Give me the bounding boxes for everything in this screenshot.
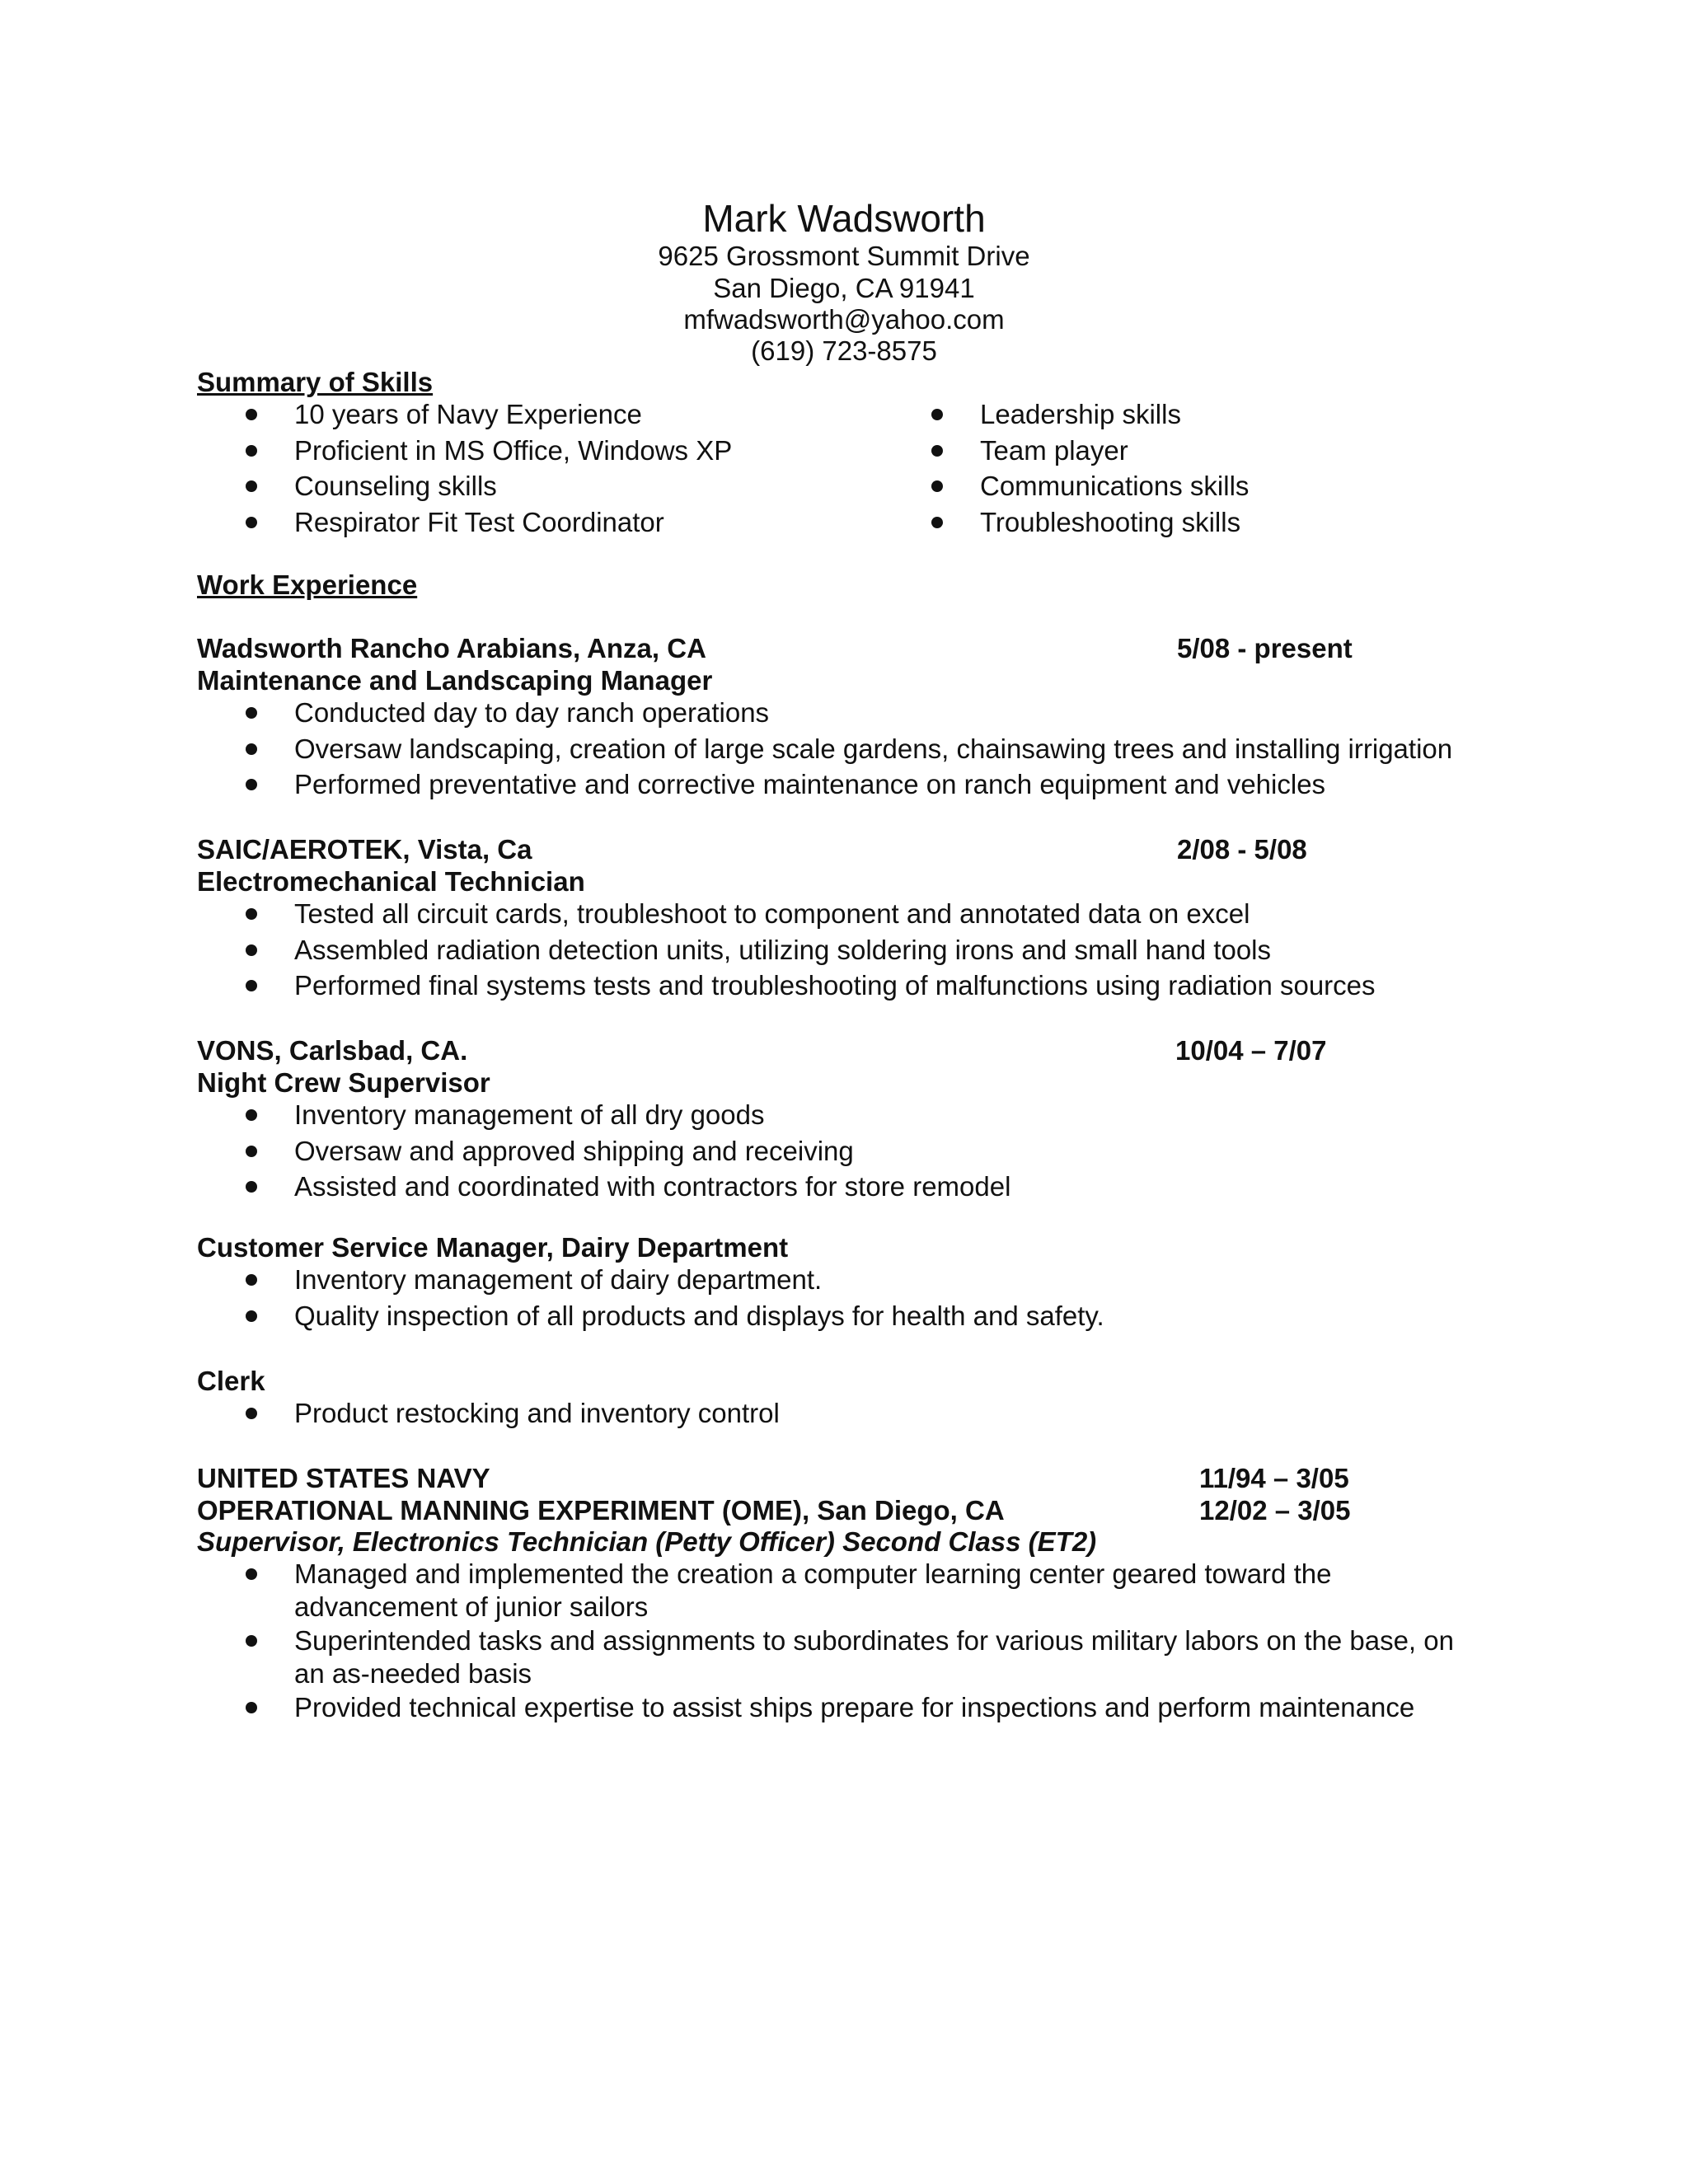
bullet-icon: [246, 1568, 257, 1580]
navy-bullet: Superintended tasks and assignments to subordinates for various military labors on the base, on: [294, 1625, 1454, 1656]
job-bullet: Inventory management of dairy department.: [294, 1264, 823, 1295]
bullet-icon: [246, 409, 257, 420]
bullet-icon: [931, 445, 943, 457]
phone-number: (619) 723-8575: [751, 335, 937, 366]
job-title: Night Crew Supervisor: [197, 1067, 490, 1098]
bullet-icon: [246, 517, 257, 528]
job-title: Maintenance and Landscaping Manager: [197, 665, 713, 696]
bullet-icon: [246, 1181, 257, 1193]
job-bullet: Quality inspection of all products and displays for health and safety.: [294, 1301, 1104, 1331]
navy-bullet: Provided technical expertise to assist ships prepare for inspections and perform maintenance: [294, 1692, 1415, 1722]
skill-item: Team player: [980, 435, 1128, 466]
skill-item: Proficient in MS Office, Windows XP: [294, 435, 733, 466]
bullet-icon: [931, 480, 943, 492]
job-bullet: Performed final systems tests and troubleshooting of malfunctions using radiation sources: [294, 970, 1376, 1001]
navy-unit-dates: 12/02 – 3/05: [1199, 1495, 1351, 1526]
skill-item: 10 years of Navy Experience: [294, 399, 642, 429]
bullet-icon: [931, 409, 943, 420]
bullet-icon: [246, 908, 257, 920]
bullet-icon: [246, 1310, 257, 1322]
bullet-icon: [246, 445, 257, 457]
job-title: Electromechanical Technician: [197, 866, 585, 897]
job-bullet: Product restocking and inventory control: [294, 1398, 780, 1428]
bullet-icon: [246, 480, 257, 492]
navy-bullet-continued: an as-needed basis: [294, 1658, 532, 1689]
work-heading: Work Experience: [197, 569, 418, 600]
navy-unit: OPERATIONAL MANNING EXPERIMENT (OME), San Diego, CA: [197, 1495, 1005, 1526]
candidate-name: Mark Wadsworth: [702, 197, 986, 240]
skill-item: Leadership skills: [980, 399, 1181, 429]
bullet-icon: [246, 707, 257, 719]
bullet-icon: [246, 980, 257, 991]
navy-org: UNITED STATES NAVY: [197, 1463, 490, 1493]
bullet-icon: [246, 1408, 257, 1419]
job-bullet: Assembled radiation detection units, utilizing soldering irons and small hand tools: [294, 935, 1272, 965]
bullet-icon: [246, 1146, 257, 1157]
skill-item: Counseling skills: [294, 471, 497, 501]
skill-item: Respirator Fit Test Coordinator: [294, 507, 664, 537]
job-bullet: Oversaw landscaping, creation of large scale gardens, chainsawing trees and installing irrigation: [294, 733, 1453, 764]
navy-org-dates: 11/94 – 3/05: [1199, 1463, 1349, 1493]
bullet-icon: [931, 517, 943, 528]
bullet-icon: [246, 779, 257, 790]
skill-item: Troubleshooting skills: [980, 507, 1241, 537]
bullet-icon: [246, 944, 257, 956]
job-company: VONS, Carlsbad, CA.: [197, 1035, 468, 1066]
job-dates: 10/04 – 7/07: [1175, 1035, 1327, 1066]
job-company: Wadsworth Rancho Arabians, Anza, CA: [197, 633, 706, 663]
job-bullet: Inventory management of all dry goods: [294, 1099, 765, 1130]
bullet-icon: [246, 1635, 257, 1647]
job-bullet: Performed preventative and corrective maintenance on ranch equipment and vehicles: [294, 769, 1326, 799]
navy-role: Supervisor, Electronics Technician (Petty Officer) Second Class (ET2): [197, 1526, 1097, 1557]
job-dates: 2/08 - 5/08: [1177, 834, 1307, 865]
job-company: SAIC/AEROTEK, Vista, Ca: [197, 834, 532, 865]
bullet-icon: [246, 743, 257, 755]
bullet-icon: [246, 1109, 257, 1121]
address-street: 9625 Grossmont Summit Drive: [658, 241, 1030, 271]
skill-item: Communications skills: [980, 471, 1250, 501]
skills-heading: Summary of Skills: [197, 367, 434, 397]
job-bullet: Tested all circuit cards, troubleshoot to component and annotated data on excel: [294, 898, 1250, 929]
job-bullet: Conducted day to day ranch operations: [294, 697, 770, 728]
bullet-icon: [246, 1702, 257, 1713]
job-dates: 5/08 - present: [1177, 633, 1353, 663]
job-title: Customer Service Manager, Dairy Department: [197, 1232, 789, 1263]
navy-bullet-continued: advancement of junior sailors: [294, 1591, 649, 1622]
navy-bullet: Managed and implemented the creation a computer learning center geared toward the: [294, 1558, 1332, 1589]
job-title: Clerk: [197, 1366, 265, 1396]
address-city: San Diego, CA 91941: [713, 273, 975, 303]
email-address: mfwadsworth@yahoo.com: [683, 304, 1005, 335]
job-bullet: Assisted and coordinated with contractors for store remodel: [294, 1171, 1011, 1202]
bullet-icon: [246, 1274, 257, 1286]
job-bullet: Oversaw and approved shipping and receiving: [294, 1136, 854, 1166]
